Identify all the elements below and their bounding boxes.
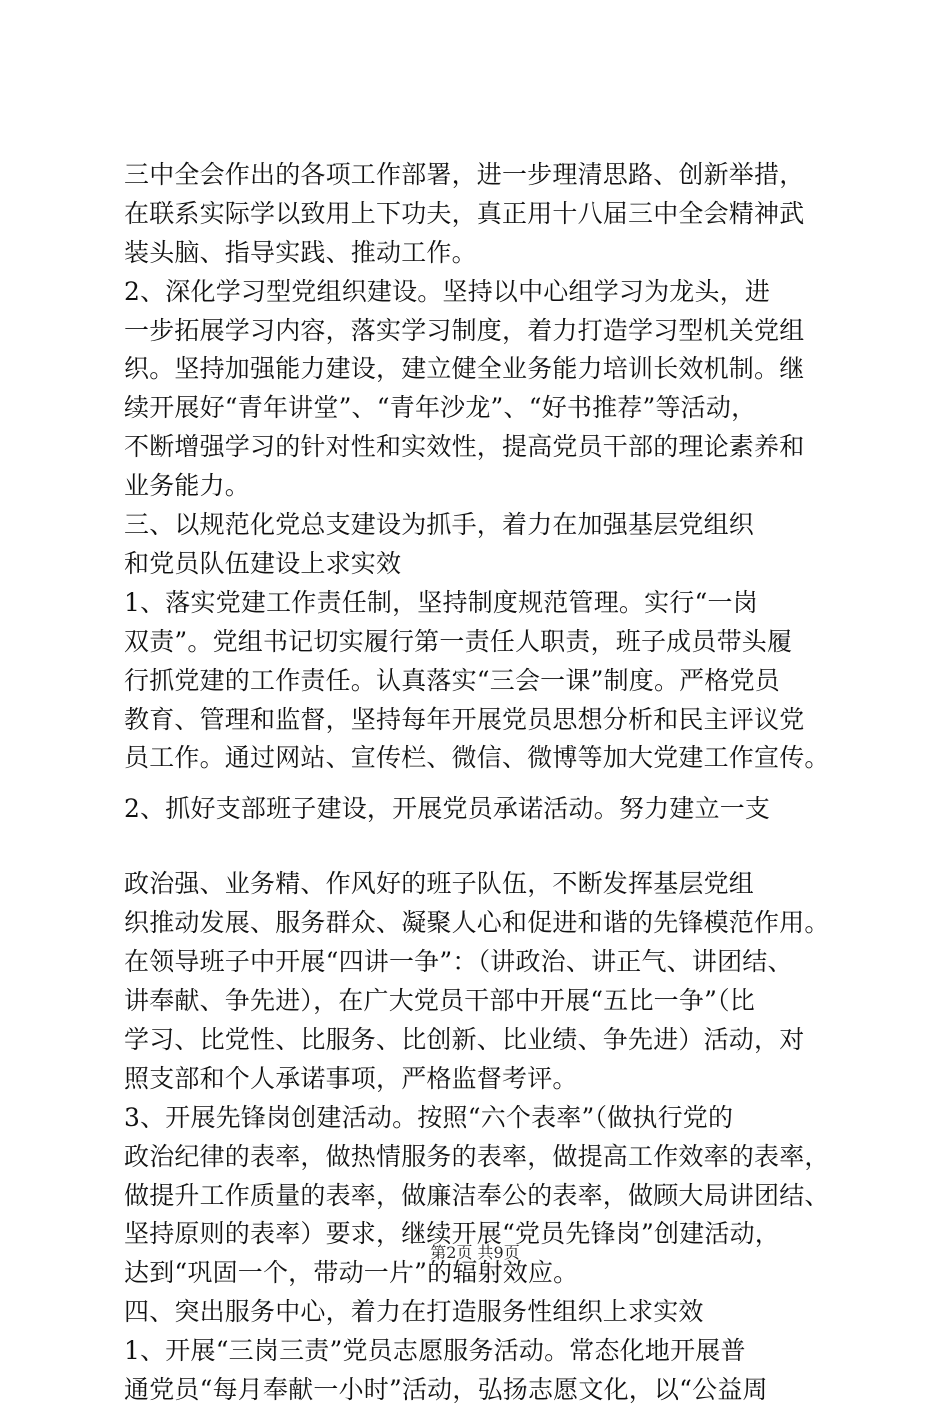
text-line: 织。坚持加强能力建设，建立健全业务能力培训长效机制。继	[124, 354, 805, 383]
text-line: 业务能力。	[124, 471, 251, 500]
text-line: 教育、管理和监督，坚持每年开展党员思想分析和民主评议党	[124, 705, 805, 734]
page-footer: 第2页 共9页	[430, 1243, 520, 1262]
text-line: 三中全会作出的各项工作部署，进一步理清思路、创新举措，	[124, 160, 805, 189]
text-line: 和党员队伍建设上求实效	[124, 549, 402, 578]
text-line: 不断增强学习的针对性和实效性，提高党员干部的理论素养和	[124, 432, 805, 461]
text-line: 学习、比党性、比服务、比创新、比业绩、争先进）活动，对	[124, 1025, 805, 1054]
text-line: 三、以规范化党总支建设为抓手，着力在加强基层党组织	[124, 510, 755, 539]
text-line: 1、落实党建工作责任制，坚持制度规范管理。实行“一岗	[124, 588, 758, 617]
text-line: 达到“巩固一个，带动一片”的辐射效应。	[124, 1258, 579, 1287]
text-line: 政治强、业务精、作风好的班子队伍，不断发挥基层党组	[124, 869, 755, 898]
text-line: 行抓党建的工作责任。认真落实“三会一课”制度。严格党员	[124, 666, 780, 695]
text-line: 坚持原则的表率）要求，继续开展“党员先锋岗”创建活动，	[124, 1219, 780, 1248]
text-line: 通党员“每月奉献一小时”活动，弘扬志愿文化，以“公益周	[124, 1375, 768, 1404]
text-line: 3、开展先锋岗创建活动。按照“六个表率”（做执行党的	[124, 1103, 734, 1132]
text-line: 织推动发展、服务群众、凝聚人心和促进和谐的先锋模范作用。	[124, 908, 830, 937]
text-line: 1、开展“三岗三责”党员志愿服务活动。常态化地开展普	[124, 1336, 746, 1365]
text-line: 在联系实际学以致用上下功夫，真正用十八届三中全会精神武	[124, 199, 805, 228]
text-line: 一步拓展学习内容，落实学习制度，着力打造学习型机关党组	[124, 316, 805, 345]
text-line: 政治纪律的表率，做热情服务的表率，做提高工作效率的表率，	[124, 1142, 830, 1171]
text-line: 2、抓好支部班子建设，开展党员承诺活动。努力建立一支	[124, 794, 771, 823]
text-line: 照支部和个人承诺事项，严格监督考评。	[124, 1064, 578, 1093]
text-line: 员工作。通过网站、宣传栏、微信、微博等加大党建工作宣传。	[124, 743, 830, 772]
text-line: 讲奉献、争先进），在广大党员干部中开展“五比一争”（比	[124, 986, 755, 1015]
text-line: 续开展好“青年讲堂”、“青年沙龙”、“好书推荐”等活动，	[124, 393, 757, 422]
text-line: 在领导班子中开展“四讲一争”：（讲政治、讲正气、讲团结、	[124, 947, 793, 976]
text-line: 装头脑、指导实践、推动工作。	[124, 238, 477, 267]
text-line: 做提升工作质量的表率，做廉洁奉公的表率，做顾大局讲团结、	[124, 1181, 830, 1210]
text-line: 四、突出服务中心，着力在打造服务性组织上求实效	[124, 1297, 704, 1326]
text-line: 双责”。党组书记切实履行第一责任人职责，班子成员带头履	[124, 627, 793, 656]
text-line: 2、深化学习型党组织建设。坚持以中心组学习为龙头，进	[124, 277, 771, 306]
